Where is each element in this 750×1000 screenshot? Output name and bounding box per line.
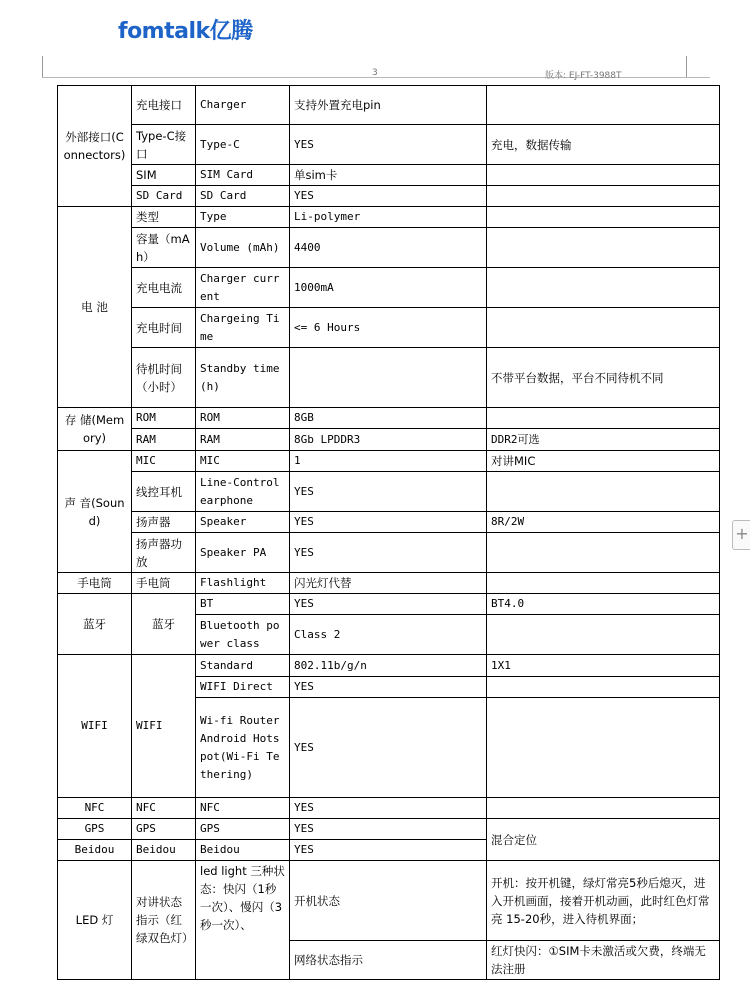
table-row <box>58 165 720 186</box>
value-cell: YES <box>290 512 487 533</box>
note-cell <box>487 698 720 798</box>
table-row <box>58 472 720 512</box>
value-cell: YES <box>290 533 487 573</box>
table-row <box>58 125 720 165</box>
crop-mark <box>42 56 43 77</box>
value-cell: YES <box>290 798 487 819</box>
value-cell: Class 2 <box>290 615 487 655</box>
table-row <box>58 348 720 408</box>
sub-cell: RAM <box>132 429 196 451</box>
value-cell: 网络状态指示 <box>290 941 487 980</box>
value-cell: 1 <box>290 451 487 472</box>
category-cell: 声 音(Sound) <box>58 451 132 573</box>
sub-cell: 扬声器 <box>132 512 196 533</box>
note-cell: 红灯快闪：①SIM卡未激活或欠费，终端无法注册 <box>487 941 720 980</box>
table-row <box>58 308 720 348</box>
name-cell: Type-C <box>196 125 290 165</box>
value-cell: 闪光灯代替 <box>290 573 487 594</box>
sub-cell: 充电电流 <box>132 268 196 308</box>
sub-cell: WIFI <box>132 655 196 798</box>
table-row <box>58 861 720 941</box>
brand-logo: fomtalk亿腾 <box>118 19 253 44</box>
name-cell: Volume (mAh) <box>196 228 290 268</box>
name-cell: ROM <box>196 408 290 429</box>
category-cell: 蓝牙 <box>58 594 132 655</box>
note-cell <box>487 207 720 228</box>
value-cell: YES <box>290 698 487 798</box>
crop-mark <box>686 56 687 77</box>
sub-cell: 蓝牙 <box>132 594 196 655</box>
value-cell <box>290 348 487 408</box>
table-row <box>58 268 720 308</box>
note-cell <box>487 472 720 512</box>
value-cell: YES <box>290 840 487 861</box>
note-cell: 充电，数据传输 <box>487 125 720 165</box>
note-cell <box>487 186 720 207</box>
sub-cell: SD Card <box>132 186 196 207</box>
note-cell <box>487 228 720 268</box>
note-cell <box>487 308 720 348</box>
note-cell <box>487 533 720 573</box>
sub-cell: 充电时间 <box>132 308 196 348</box>
name-cell: Flashlight <box>196 573 290 594</box>
value-cell: 4400 <box>290 228 487 268</box>
category-cell: LED 灯 <box>58 861 132 980</box>
table-row <box>58 228 720 268</box>
sub-cell: ROM <box>132 408 196 429</box>
name-cell: Charger <box>196 86 290 125</box>
category-cell: Beidou <box>58 840 132 861</box>
sub-cell: 对讲状态指示（红绿双色灯） <box>132 861 196 980</box>
name-cell: Speaker PA <box>196 533 290 573</box>
value-cell: 8GB <box>290 408 487 429</box>
name-cell: NFC <box>196 798 290 819</box>
name-cell: RAM <box>196 429 290 451</box>
version-label: 版本: EJ-FT-3988T <box>545 71 622 81</box>
table-row <box>58 451 720 472</box>
category-cell: 外部接口(Connectors) <box>58 86 132 207</box>
sub-cell: SIM <box>132 165 196 186</box>
name-cell: WIFI Direct <box>196 677 290 698</box>
name-cell: Bluetooth power class <box>196 615 290 655</box>
note-cell <box>487 798 720 819</box>
name-cell: Standard <box>196 655 290 677</box>
note-cell: 对讲MIC <box>487 451 720 472</box>
spec-table <box>57 85 720 980</box>
category-cell: NFC <box>58 798 132 819</box>
note-cell <box>487 677 720 698</box>
name-cell: Standby time(h) <box>196 348 290 408</box>
table-row <box>58 86 720 125</box>
table-row <box>58 186 720 207</box>
note-cell <box>487 573 720 594</box>
value-cell: 802.11b/g/n <box>290 655 487 677</box>
sub-cell: GPS <box>132 819 196 840</box>
category-cell: 存 储(Memory) <box>58 408 132 451</box>
category-cell: GPS <box>58 819 132 840</box>
name-cell: led light 三种状态：快闪（1秒一次）、慢闪（3秒一次）、 <box>196 861 290 980</box>
note-cell <box>487 165 720 186</box>
note-cell <box>487 615 720 655</box>
note-cell: 开机：按开机键，绿灯常亮5秒后熄灭，进入开机画面，接着开机动画，此时红色灯常亮 15-20秒，进入待机界面； <box>487 861 720 941</box>
name-cell: GPS <box>196 819 290 840</box>
name-cell: SD Card <box>196 186 290 207</box>
name-cell: Charger current <box>196 268 290 308</box>
value-cell: YES <box>290 819 487 840</box>
table-row <box>58 512 720 533</box>
note-cell: 不带平台数据，平台不同待机不同 <box>487 348 720 408</box>
value-cell: YES <box>290 594 487 615</box>
sub-cell: 手电筒 <box>132 573 196 594</box>
name-cell: Speaker <box>196 512 290 533</box>
value-cell: YES <box>290 125 487 165</box>
table-row <box>58 573 720 594</box>
note-cell: BT4.0 <box>487 594 720 615</box>
name-cell: Beidou <box>196 840 290 861</box>
category-cell: 电 池 <box>58 207 132 408</box>
sub-cell: 容量（mAh） <box>132 228 196 268</box>
value-cell: 8Gb LPDDR3 <box>290 429 487 451</box>
value-cell: YES <box>290 472 487 512</box>
table-row <box>58 533 720 573</box>
note-cell: 8R/2W <box>487 512 720 533</box>
value-cell: YES <box>290 677 487 698</box>
value-cell: 1000mA <box>290 268 487 308</box>
table-row <box>58 594 720 615</box>
name-cell: Chargeing Time <box>196 308 290 348</box>
table-row <box>58 408 720 429</box>
note-cell: 1X1 <box>487 655 720 677</box>
note-cell: 混合定位 <box>487 819 720 861</box>
sub-cell: NFC <box>132 798 196 819</box>
add-comment-button[interactable]: + <box>732 520 750 550</box>
category-cell: WIFI <box>58 655 132 798</box>
value-cell: YES <box>290 186 487 207</box>
table-row <box>58 819 720 840</box>
category-cell: 手电筒 <box>58 573 132 594</box>
sub-cell: 线控耳机 <box>132 472 196 512</box>
name-cell: Type <box>196 207 290 228</box>
name-cell: Line-Control earphone <box>196 472 290 512</box>
page-number: 3 <box>372 68 378 78</box>
note-cell <box>487 86 720 125</box>
sub-cell: 充电接口 <box>132 86 196 125</box>
value-cell: <= 6 Hours <box>290 308 487 348</box>
value-cell: Li-polymer <box>290 207 487 228</box>
note-cell <box>487 268 720 308</box>
name-cell: BT <box>196 594 290 615</box>
value-cell: 单sim卡 <box>290 165 487 186</box>
note-cell: DDR2可选 <box>487 429 720 451</box>
note-cell <box>487 408 720 429</box>
sub-cell: Type-C接口 <box>132 125 196 165</box>
name-cell: SIM Card <box>196 165 290 186</box>
sub-cell: Beidou <box>132 840 196 861</box>
sub-cell: MIC <box>132 451 196 472</box>
name-cell: Wi-fi Router Android Hotspot(Wi-Fi Tethering) <box>196 698 290 798</box>
table-row <box>58 207 720 228</box>
value-cell: 开机状态 <box>290 861 487 941</box>
table-row <box>58 655 720 677</box>
sub-cell: 类型 <box>132 207 196 228</box>
sub-cell: 扬声器功放 <box>132 533 196 573</box>
table-row <box>58 429 720 451</box>
table-row <box>58 798 720 819</box>
sub-cell: 待机时间（小时） <box>132 348 196 408</box>
name-cell: MIC <box>196 451 290 472</box>
value-cell: 支持外置充电pin <box>290 86 487 125</box>
